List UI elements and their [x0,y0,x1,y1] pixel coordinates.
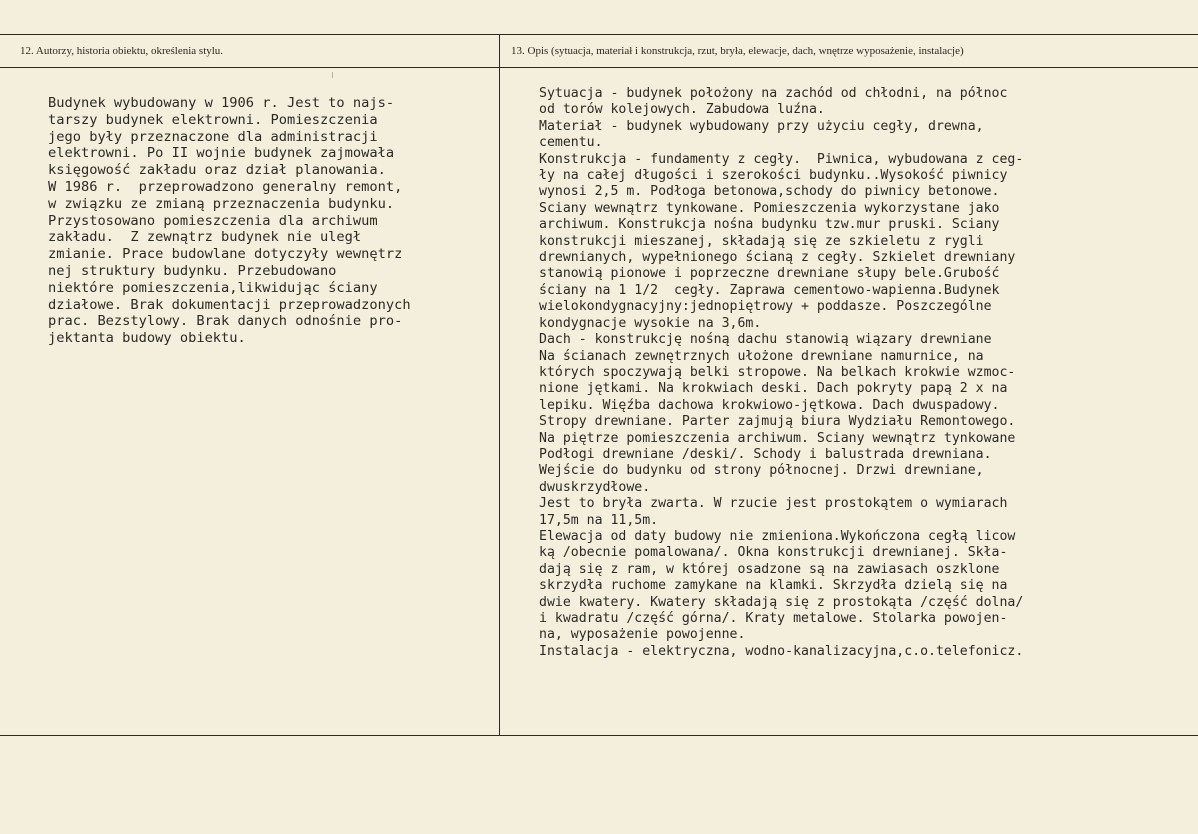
description-text-line: kondygnacje wysokie na 3,6m. [539,315,762,331]
history-text-line: działowe. Brak dokumentacji przeprowadzonych [48,296,411,313]
history-text-line: W 1986 r. przeprowadzono generalny remont, [48,178,403,195]
history-text-line: zakładu. Z zewnątrz budynek nie uległ [48,229,362,246]
description-text-line: drewnianych, wypełnionego ścianą z cegły. Szkielet drewniany [539,250,1016,266]
description-text-line: dwuskrzydłowe. [539,479,651,495]
history-text-line: jego były przeznaczone dla administracji [48,128,378,145]
section-12-body [48,95,411,347]
description-text-line: wynosi 2,5 m. Podłoga betonowa,schody do piwnicy betonowe. [539,184,1000,200]
description-text-line: 17,5m na 11,5m. [539,512,659,528]
history-text-line: prac. Bezstylowy. Brak danych odnośnie pro- [48,313,403,330]
description-text-line: Sciany wewnątrz tynkowane. Pomieszczenia wykorzystane jako [539,200,1000,216]
history-text-line: niektóre pomieszczenia,likwidując ściany [48,279,378,296]
description-text-line: Stropy drewniane. Parter zajmują biura Wydziału Remontowego. [539,414,1016,430]
history-text-line: Przystosowano pomieszczenia dla archiwum [48,212,378,229]
description-text-line: Jest to bryła zwarta. W rzucie jest prostokątem o wymiarach [539,496,1008,512]
description-text-line: konstrukcji mieszanej, składają się ze szkieletu z rygli [539,233,984,249]
description-text-line: archiwum. Konstrukcja nośna budynku tzw.mur pruski. Sciany [539,217,1000,233]
description-text-line: Materiał - budynek wybudowany przy użyciu cegły, drewna, [539,118,984,134]
description-text-line: wielokondygnacyjny:jednopiętrowy + poddasze. Poszczególne [539,299,992,315]
history-text-line: nej struktury budynku. Przebudowano [48,262,337,279]
description-text-line: Konstrukcja - fundamenty z cegły. Piwnica, wybudowana z ceg- [539,151,1024,167]
description-text-line: których spoczywają belki stropowe. Na belkach krokwie wzmoc- [539,364,1016,380]
description-text-line: Sytuacja - budynek położony na zachód od chłodni, na północ [539,86,1008,101]
column-divider [499,34,500,736]
description-text-line: i kwadratu /część górna/. Kraty metalowe. Stolarka powojen- [539,611,1008,626]
description-text-line: ściany na 1 1/2 cegły. Zaprawa cementowo-wapienna.Budynek [539,282,1000,298]
description-text-line: stanowią pionowe i poprzeczne drewniane słupy bele.Grubość [539,266,1000,282]
description-text-line: od torów kolejowych. Zabudowa luźna. [539,102,825,118]
description-text-line: Podłogi drewniane /deski/. Schody i balustrada drewniana. [539,446,992,462]
bottom-rule [0,735,1198,736]
pencil-mark [332,72,333,78]
description-text-line: Dach - konstrukcję nośną dachu stanowią wiązary drewniane [539,332,992,348]
history-text-line: Budynek wybudowany w 1906 r. Jest to najs- [48,95,395,111]
description-text-line: ły na całej długości i szerokości budynku..Wysokość piwnicy [539,168,1008,184]
history-text-line: księgowość zakładu oraz dział planowania. [48,162,386,179]
history-text-line: elektrowni. Po II wojnie budynek zajmowała [48,145,395,162]
description-text-line: Elewacja od daty budowy nie zmieniona.Wykończona cegłą licow [539,528,1016,544]
description-text-line: Wejście do budynku od strony północnej. Drzwi drewniane, [539,463,984,479]
section-13-body [539,86,1023,660]
history-text-line: zmianie. Prace budowlane dotyczyły wewnętrz [48,246,403,263]
description-text-line: skrzydła ruchome zamykane na klamki. Skrzydła dzielą się na [539,578,1008,594]
description-text-line: dwie kwatery. Kwatery składają się z prostokąta /część dolna/ [539,594,1024,610]
history-text-line: tarszy budynek elektrowni. Pomieszczenia [48,111,378,128]
section-13-heading: 13. Opis (sytuacja, materiał i konstrukcja, rzut, bryła, elewacje, dach, wnętrze wyposażenie, instalacje) [511,45,964,57]
description-text-line: lepiku. Więźba dachowa krokwiowo-jętkowa. Dach dwuspadowy. [539,397,1000,413]
description-text-line: Instalacja - elektryczna, wodno-kanalizacyjna,c.o.telefonicz. [539,643,1024,659]
history-text-line: w związku ze zmianą przeznaczenia budynku. [48,195,395,212]
description-text-line: Na ścianach zewnętrznych ułożone drewniane namurnice, na [539,348,984,364]
description-text-line: cementu. [539,135,603,151]
description-text-line: Na piętrze pomieszczenia archiwum. Sciany wewnątrz tynkowane [539,430,1016,446]
description-text-line: na, wyposażenie powojenne. [539,627,746,643]
description-text-line: dają się z ram, w której osadzone są na zawiasach oszklone [539,561,1000,577]
description-text-line: ką /obecnie pomalowana/. Okna konstrukcji drewnianej. Skła- [539,545,1008,561]
history-text-line: jektanta budowy obiektu. [48,330,246,347]
description-text-line: nione jętkami. Na krokwiach deski. Dach pokryty papą 2 x na [539,381,1008,397]
section-12-heading: 12. Autorzy, historia obiektu, określenia stylu. [20,45,224,57]
header-row [0,34,1198,68]
